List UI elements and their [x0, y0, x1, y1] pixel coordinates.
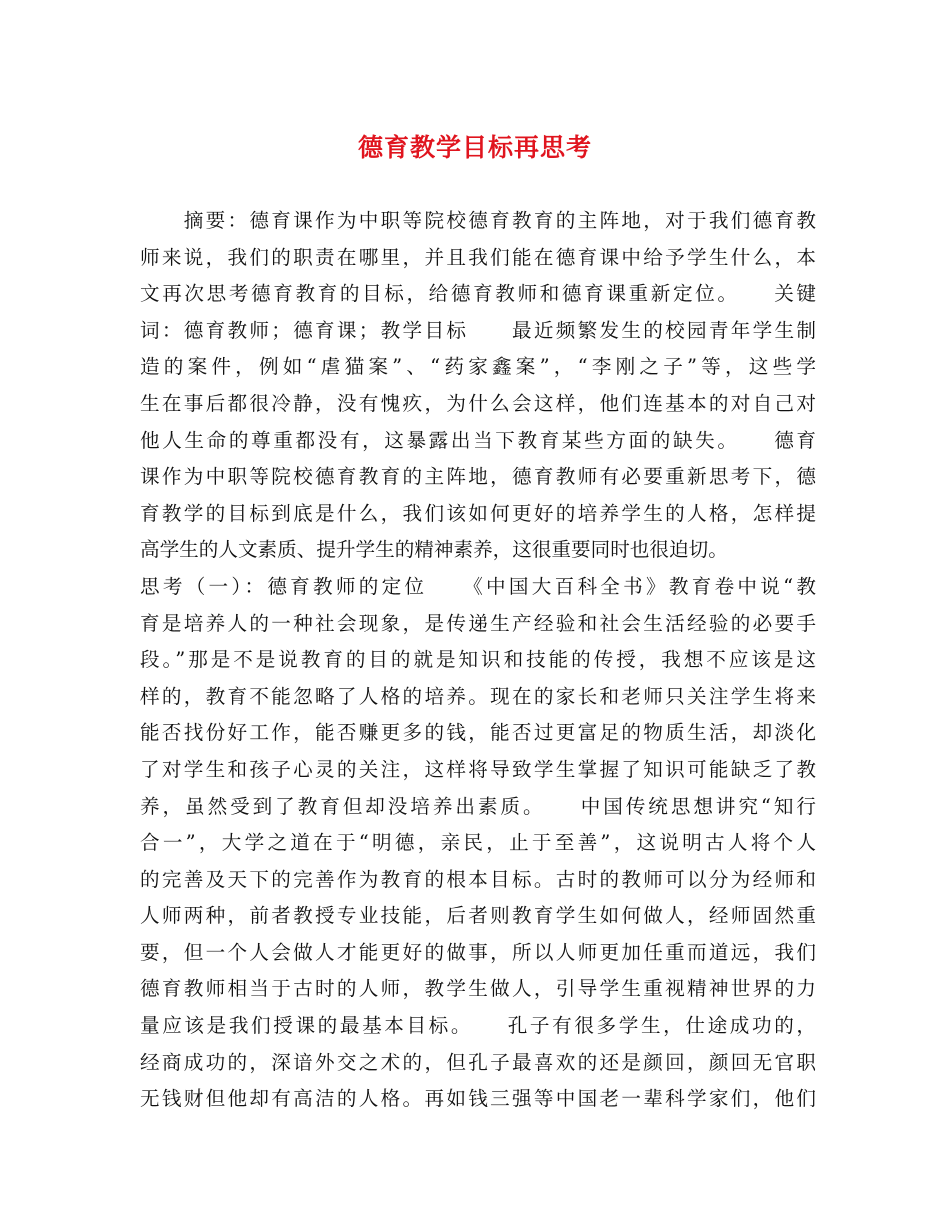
body-line: 能否找份好工作，能否赚更多的钱，能否过更富足的物质生活，却淡化	[140, 721, 816, 745]
body-line: 育是培养人的一种社会现象，是传递生产经验和社会生活经验的必要手	[140, 611, 816, 635]
body-line: 育教学的目标到底是什么，我们该如何更好的培养学生的人格，怎样提	[140, 501, 816, 525]
body-line: 造的案件，例如“虐猫案”、“药家鑫案”，“李刚之子”等，这些学	[140, 355, 816, 379]
body-line: 课作为中职等院校德育教育的主阵地，德育教师有必要重新思考下，德	[140, 465, 816, 489]
body-line: 摘要：德育课作为中职等院校德育教育的主阵地，对于我们德育教	[140, 209, 816, 232]
body-line: 了对学生和孩子心灵的关注，这样将导致学生掌握了知识可能缺乏了教	[140, 757, 816, 781]
body-line: 词：德育教师；德育课；教学目标 最近频繁发生的校园青年学生制	[140, 318, 816, 342]
body-line: 经商成功的，深谙外交之术的，但孔子最喜欢的还是颜回，颜回无官职	[140, 1050, 816, 1074]
body-line: 高学生的人文素质、提升学生的精神素养，这很重要同时也很迫切。	[140, 538, 728, 562]
document-title: 德育教学目标再思考	[357, 133, 592, 162]
body-line: 德育教师相当于古时的人师，教学生做人，引导学生重视精神世界的力	[140, 977, 816, 1001]
body-line: 无钱财但他却有高洁的人格。再如钱三强等中国老一辈科学家们，他们	[140, 1087, 816, 1111]
body-line: 合一”，大学之道在于“明德，亲民，止于至善”，这说明古人将个人	[140, 831, 816, 855]
body-line: 文再次思考德育教育的目标，给德育教师和德育课重新定位。 关键	[140, 282, 816, 306]
body-line: 量应该是我们授课的最基本目标。 孔子有很多学生，仕途成功的，	[140, 1014, 816, 1038]
body-line: 他人生命的尊重都没有，这暴露出当下教育某些方面的缺失。 德育	[140, 428, 816, 452]
body-line: 样的，教育不能忽略了人格的培养。现在的家长和老师只关注学生将来	[140, 684, 816, 708]
body-line: 人师两种，前者教授专业技能，后者则教育学生如何做人，经师固然重	[140, 904, 816, 928]
body-line: 的完善及天下的完善作为教育的根本目标。古时的教师可以分为经师和	[140, 867, 816, 891]
body-line: 养，虽然受到了教育但却没培养出素质。 中国传统思想讲究“知行	[140, 794, 816, 818]
body-line: 要，但一个人会做人才能更好的做事，所以人师更加任重而道远，我们	[140, 940, 816, 964]
body-line: 思考（一）：德育教师的定位 《中国大百科全书》教育卷中说“教	[140, 574, 816, 598]
body-line: 生在事后都很冷静，没有愧疚，为什么会这样，他们连基本的对自己对	[140, 391, 816, 415]
body-line: 段。”那是不是说教育的目的就是知识和技能的传授，我想不应该是这	[140, 648, 816, 672]
document-body	[140, 203, 816, 1118]
body-line: 师来说，我们的职责在哪里，并且我们能在德育课中给予学生什么，本	[140, 245, 816, 269]
